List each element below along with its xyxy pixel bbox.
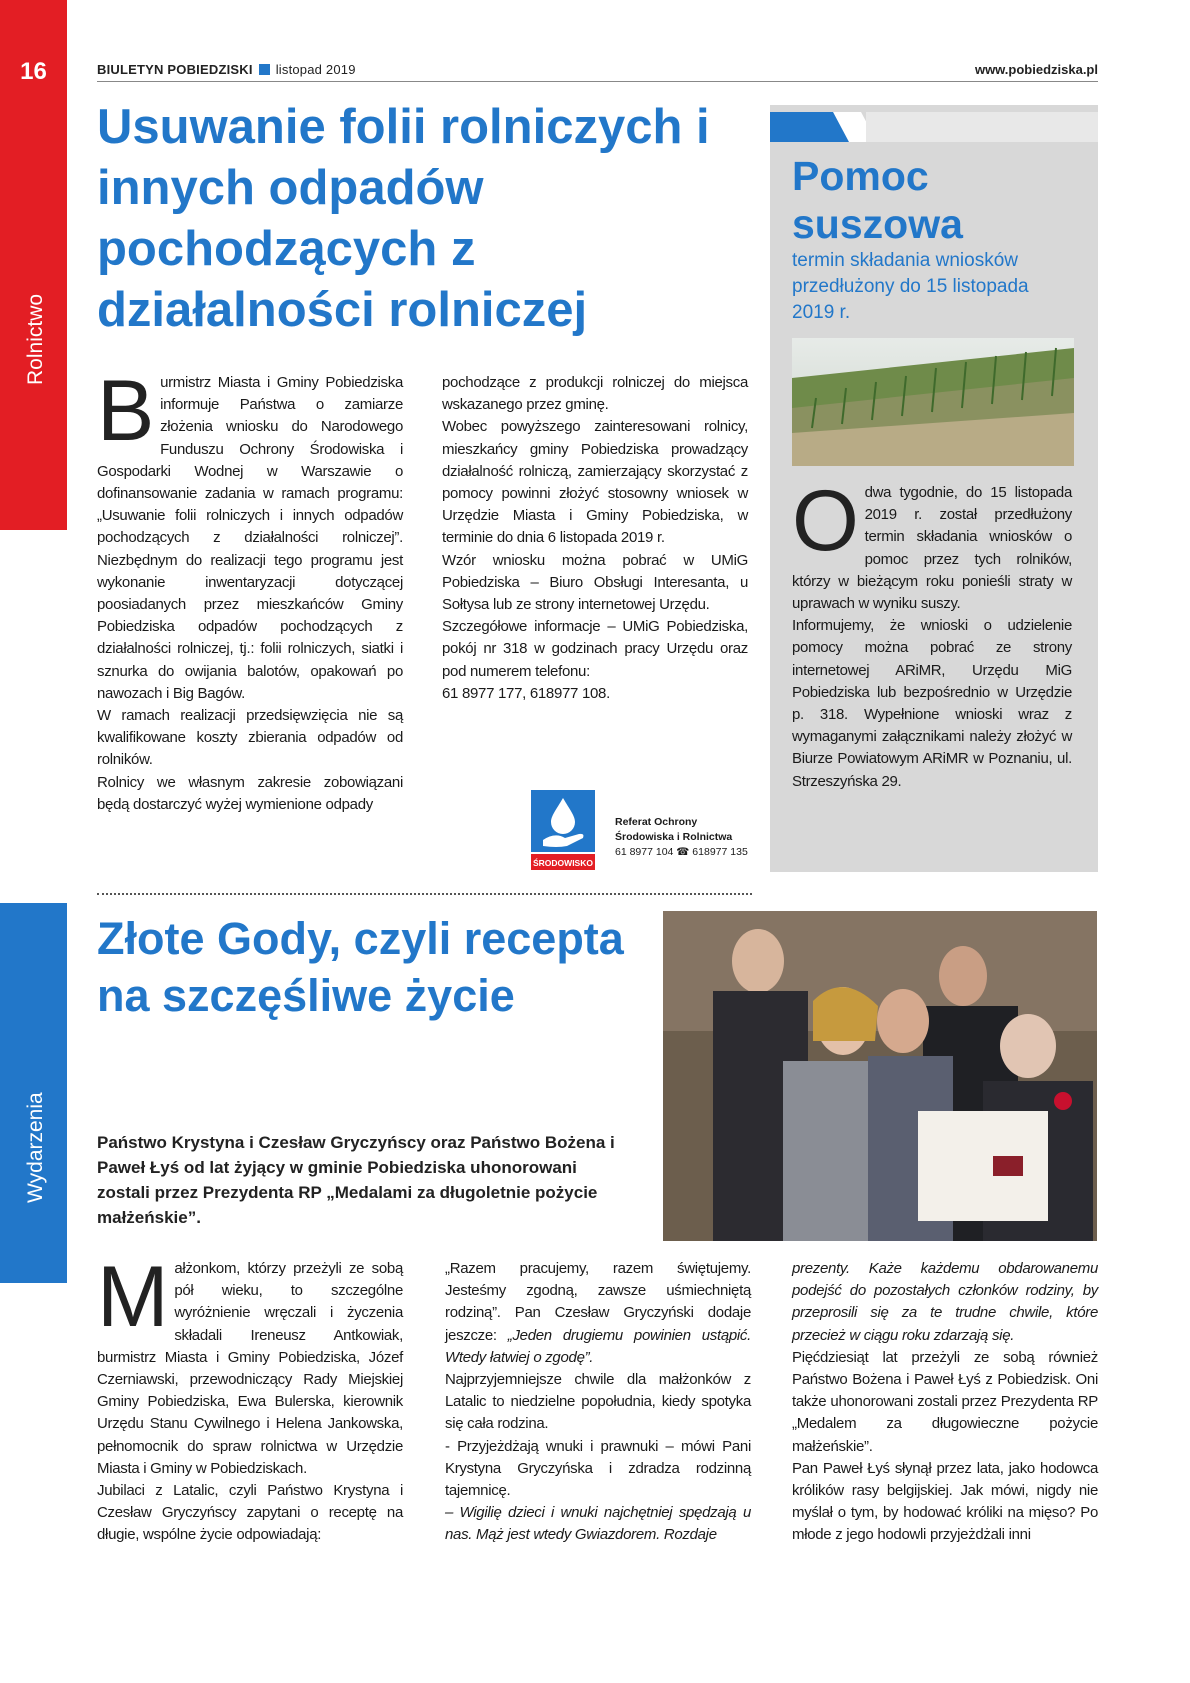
article2-lead: Państwo Krystyna i Czesław Gryczyńscy oraz Państwo Bożena i Paweł Łyś od lat żyjący w gminie Pobiedziska uhonorowani zostali przez Prezydenta RP „Medalami za długoletnie pożycie małżeńskie”. xyxy=(97,1133,615,1227)
separator-square-icon xyxy=(259,64,270,75)
paragraph: Informujemy, że wnioski o udzielenie pomocy można pobrać ze strony internetowej ARiMR, Urzędu MiG Pobiedziska lub bezpośrednio w Urzędzie p. 318. Wypełnione wnioski wraz z wymaganymi załącznikami należy złożyć w Biurze Powiatowym ARiMR w Poznaniu, ul. Strzeszyńska 29. xyxy=(792,617,1072,790)
running-header xyxy=(97,62,356,77)
publication-name: BIULETYN POBIEDZISKI xyxy=(97,62,253,77)
sidebar-accent-band xyxy=(866,112,1098,142)
article2-column-1 xyxy=(97,1249,403,1547)
article1-column-1 xyxy=(97,363,403,816)
paragraph: Najprzyjemniejsze chwile dla małżonków z Latalic to niedzielne popołudnia, kiedy spotyka się cała rodzina. xyxy=(445,1371,751,1433)
paragraph: Pan Paweł Łyś słynął przez lata, jako hodowca królików rasy belgijskiej. Jak mówi, nigdy nie myślał o tym, by hodować króliki na mięso? Po młode z jego hodowli przyjeżdżali inni xyxy=(792,1459,1098,1544)
paragraph: Jubilaci z Latalic, czyli Państwo Krystyna i Czesław Gryczyńscy zapytani o receptę na długie, wspólne życie odpowiadają: xyxy=(97,1482,403,1544)
paragraph: dwa tygodnie, do 15 listopada 2019 r. został przedłużony termin składania wniosków o pomoc przez tych rolników, którzy w bieżącym roku ponieśli straty w uprawach w wyniku suszy. xyxy=(792,484,1072,613)
department-signature xyxy=(615,815,748,860)
srodowisko-logo xyxy=(531,790,595,870)
article2-title: Złote Gody, czyli recepta na szczęśliwe życie xyxy=(97,913,624,1021)
article2-column-2 xyxy=(445,1258,751,1547)
signature-line: Środowiska i Rolnictwa xyxy=(615,831,733,843)
section-label-wydarzenia: Wydarzenia xyxy=(24,1092,47,1203)
cornfield-photo xyxy=(792,338,1074,466)
paragraph: ałżonkom, którzy przeżyli ze sobą pół wieku, to szczególne wyróżnienie wręczali i życzenia składali Ireneusz Antkowiak, burmistrz Miasta i Gminy Pobiedziska, Józef Czerniawski, przewodniczący Rady Miejskiej Gminy Pobiedziska, Ewa Bulerska, kierownik Urzędu Stanu Cywilnego i Helena Jankowska, pełnomocnik do spraw rolnictwa w Urzędzie Miasta i Gminy w Pobiedziskach. xyxy=(97,1260,403,1477)
sidebar-title xyxy=(792,152,992,248)
article2-column-3 xyxy=(792,1258,1098,1547)
website-link[interactable]: www.pobiedziska.pl xyxy=(974,62,1098,77)
article1-title: Usuwanie folii rolniczych i innych odpadów pochodzących z działalności rolniczej xyxy=(97,100,710,337)
dropcap: O xyxy=(792,473,859,569)
sidebar-title-text: Pomoc suszowa xyxy=(792,153,963,247)
header-divider xyxy=(97,81,1098,82)
logo-label: ŚRODOWISKO xyxy=(533,858,593,868)
paragraph: W ramach realizacji przedsięwzięcia nie są kwalifikowane koszty zbierania odpadów od rolników. xyxy=(97,707,403,769)
page-number: 16 xyxy=(20,58,47,85)
paragraph: pochodzące z produkcji rolniczej do miejsca wskazanego przez gminę. xyxy=(442,374,748,414)
dropcap: M xyxy=(97,1249,169,1345)
issue-date: listopad 2019 xyxy=(275,62,356,77)
quote: – Wigilię dzieci i wnuki najchętniej spędzają u nas. Mąż jest wtedy Gwiazdorem. Rozdaje xyxy=(445,1504,751,1544)
paragraph: „Razem pracujemy, razem świętujemy. Jesteśmy zgodną, zawsze uśmiechniętą rodziną”. Pan Czesław Gryczyński dodaje jeszcze: xyxy=(445,1260,751,1344)
section-tab-rolnictwo xyxy=(0,0,67,530)
sidebar-subtitle: termin składania wniosków przedłużony do 15 listopada 2019 r. xyxy=(792,250,1029,323)
paragraph: Szczegółowe informacje – UMiG Pobiedziska, pokój nr 318 w godzinach pracy Urzędu oraz pod numerem telefonu: xyxy=(442,618,748,680)
quote: prezenty. Każe każdemu obdarowanemu podejść do pozostałych członków rodziny, by przeprosili się za te trudne chwile, które przecież w ciągu roku zdarzają się. xyxy=(792,1260,1098,1344)
paragraph: 61 8977 177, 618977 108. xyxy=(442,684,610,702)
dropcap: B xyxy=(97,363,155,459)
paragraph: Rolnicy we własnym zakresie zobowiązani będą dostarczyć wyżej wymienione odpady xyxy=(97,773,403,813)
article-divider xyxy=(97,893,752,895)
paragraph: urmistrz Miasta i Gminy Pobiedziska informuje Państwa o zamiarze złożenia wniosku do Narodowego Funduszu Ochrony Środowiska i Gospodarki Wodnej w Warszawie o dofinansowanie zadania w ramach programu: „Usuwanie folii rolniczych i innych odpadów pochodzących z działalności rolniczej”. Niezbędnym do realizacji tego programu jest wykonanie inwentaryzacji dotyczącej poosiadanych przez mieszkańców Gminy Pobiedziska odpadów pochodzących z działalności rolniczej, tj.: folii rolniczych, siatki i sznurka do owijania balotów, opakowań po nawozach i Big Bagów. xyxy=(97,374,403,702)
paragraph: - Przyjeżdżają wnuki i prawnuki – mówi Pani Krystyna Gryczyńska i zdradza rodzinną tajemnicę. xyxy=(445,1437,751,1500)
section-label-rolnictwo: Rolnictwo xyxy=(24,293,47,385)
signature-line: Referat Ochrony xyxy=(615,816,698,828)
article1-column-2 xyxy=(442,372,748,705)
paragraph: Pięćdziesiąt lat przeżyli ze sobą również Państwo Bożena i Paweł Łyś z Pobiedzisk. Oni także uhonorowani zostali przez Prezydenta RP „Medalem za długowieczne pożycie małżeńskie”. xyxy=(792,1348,1098,1455)
sidebar-body xyxy=(792,473,1072,793)
quote: „Jeden drugiemu powinien ustąpić. Wtedy łatwiej o zgodę”. xyxy=(445,1326,752,1366)
paragraph: Wzór wniosku można pobrać w UMiG Pobiedziska – Biuro Obsługi Interesanta, u Sołtysa lub ze strony internetowej Urzędu. xyxy=(442,551,748,614)
signature-phones: 61 8977 104 ☎ 618977 135 xyxy=(615,846,748,858)
anniversary-photo xyxy=(663,911,1097,1241)
section-tab-wydarzenia xyxy=(0,903,67,1283)
paragraph: Wobec powyższego zainteresowani rolnicy, mieszkańcy gminy Pobiedziska prowadzący działalność rolniczą, zamierzający skorzystać z pomocy powinni złożyć stosowny wniosek w Urzędzie Miasta i Gminy Pobiedziska, w terminie do dnia 6 listopada 2019 r. xyxy=(442,418,748,547)
